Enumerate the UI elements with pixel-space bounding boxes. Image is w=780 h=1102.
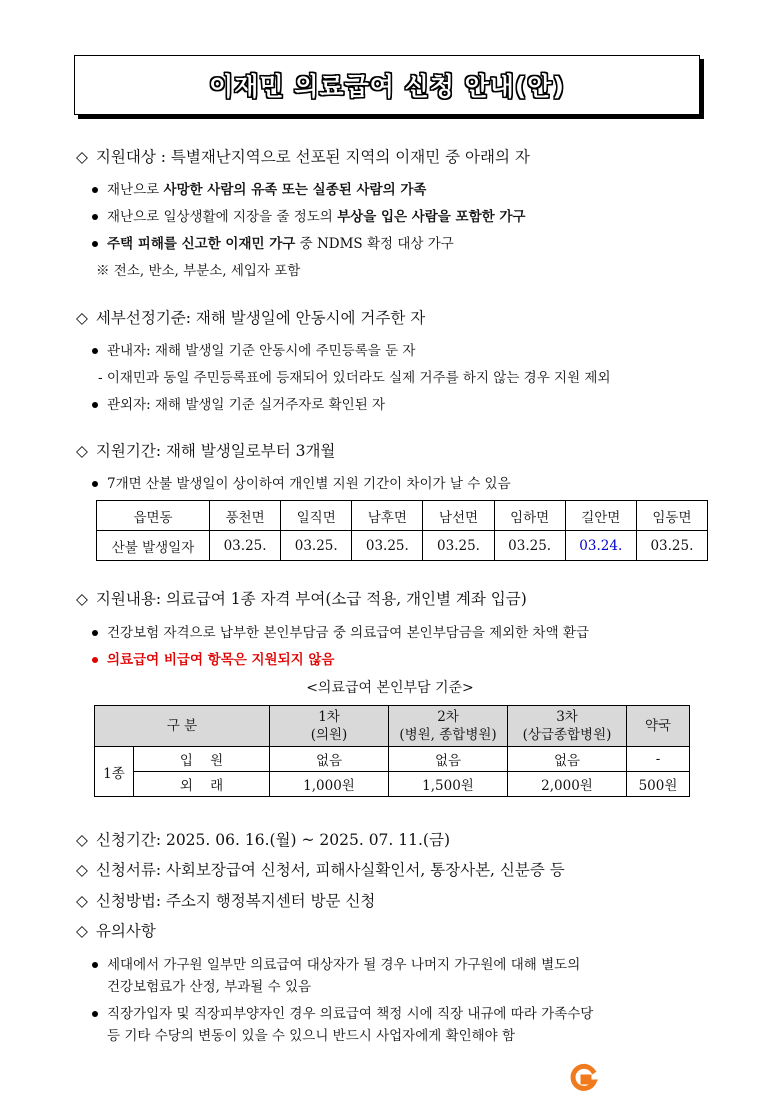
table-header-row	[95, 706, 690, 747]
section-method: ◇ 신청방법: 주소지 행정복지센터 방문 신청	[76, 892, 376, 910]
diamond-icon: ◇	[76, 892, 88, 910]
section-notes-heading: ◇ 유의사항	[76, 922, 156, 940]
table-cell: 2,000원	[508, 772, 627, 797]
table-cell: 1,000원	[270, 772, 389, 797]
table-cell: 03.25.	[423, 531, 494, 561]
table-header-cell: 남후면	[352, 501, 423, 531]
diamond-icon: ◇	[76, 309, 88, 327]
table-header-cell: 1차 (의원)	[270, 706, 389, 747]
criteria-sub-1: - 이재민과 동일 주민등록표에 등재되어 있더라도 실제 거주를 하지 않는 경우 지원 제외	[98, 370, 611, 386]
criteria-item-1: 관내자: 재해 발생일 기준 안동시에 주민등록을 둔 자	[92, 339, 415, 359]
diamond-icon: ◇	[76, 831, 88, 849]
eligibility-item-1: 재난으로 사망한 사람의 유족 또는 실종된 사람의 가족	[92, 178, 426, 198]
diamond-icon: ◇	[76, 861, 88, 879]
bullet-icon	[92, 657, 98, 663]
table-cell: 없음	[389, 747, 508, 772]
table-header-cell: 일직면	[281, 501, 352, 531]
period-item: 7개면 산불 발생일이 상이하여 개인별 지원 기간이 차이가 날 수 있음	[92, 472, 511, 492]
section-apply-period: ◇ 신청기간: 2025. 06. 16.(월) ~ 2025. 07. 11.(금)	[76, 831, 450, 849]
table-cell: 03.25.	[352, 531, 423, 561]
bullet-icon	[92, 481, 98, 487]
content-item-2-warning: 의료급여 비급여 항목은 지원되지 않음	[92, 648, 334, 668]
table-caption: <의료급여 본인부담 기준>	[306, 680, 474, 696]
table-header-cell: 임하면	[494, 501, 565, 531]
diamond-icon: ◇	[76, 922, 88, 940]
table-cell: 없음	[508, 747, 627, 772]
bullet-icon	[92, 241, 98, 247]
table-cell: 1,500원	[389, 772, 508, 797]
table-cell: 500원	[627, 772, 690, 797]
eligibility-note: ※ 전소, 반소, 부분소, 세입자 포함	[96, 263, 301, 279]
eligibility-item-3: 주택 피해를 신고한 이재민 가구 중 NDMS 확정 대상 가구	[92, 232, 454, 252]
eligibility-item-2: 재난으로 일상생활에 지장을 줄 정도의 부상을 입은 사람을 포함한 가구	[92, 205, 525, 225]
table-cell: 03.25.	[494, 531, 565, 561]
table-cell: 없음	[270, 747, 389, 772]
notes-item-2: 직장가입자 및 직장피부양자인 경우 의료급여 책정 시에 직장 내규에 따라 가족수당	[92, 1002, 593, 1022]
table-cell: 03.25.	[636, 531, 707, 561]
table-header-cell: 남선면	[423, 501, 494, 531]
copay-table	[94, 705, 690, 797]
table-cell: -	[627, 747, 690, 772]
criteria-item-2: 관외자: 재해 발생일 기준 실거주자로 확인된 자	[92, 393, 385, 413]
section-documents: ◇ 신청서류: 사회보장급여 신청서, 피해사실확인서, 통장사본, 신분증 등	[76, 861, 565, 879]
table-row	[95, 747, 690, 772]
diamond-icon: ◇	[76, 442, 88, 460]
table-header-cell: 길안면	[565, 501, 636, 531]
table-header-cell: 읍면동	[97, 501, 210, 531]
g-logo-icon	[568, 1063, 598, 1093]
notes-item-1: 세대에서 가구원 일부만 의료급여 대상자가 될 경우 나머지 가구원에 대해 별도의	[92, 953, 580, 973]
bullet-icon	[92, 962, 98, 968]
table-cell: 입 원	[134, 747, 270, 772]
content-item-1: 건강보험 자격으로 납부한 본인부담금 중 의료급여 본인부담금을 제외한 차액 환급	[92, 621, 589, 641]
section-eligibility-heading: ◇ 지원대상 : 특별재난지역으로 선포된 지역의 이재민 중 아래의 자	[76, 148, 530, 166]
table-header-cell: 2차 (병원, 종합병원)	[389, 706, 508, 747]
fire-date-table	[96, 500, 708, 561]
table-cell: 03.25.	[210, 531, 281, 561]
bullet-icon	[92, 1011, 98, 1017]
page-title: 이재민 의료급여 신청 안내(안)	[209, 72, 565, 101]
bullet-icon	[92, 402, 98, 408]
bullet-icon	[92, 187, 98, 193]
table-cell: 03.25.	[281, 531, 352, 561]
table-cell: 외 래	[134, 772, 270, 797]
bullet-icon	[92, 214, 98, 220]
table-row	[97, 531, 708, 561]
bullet-icon	[92, 630, 98, 636]
diamond-icon: ◇	[76, 590, 88, 608]
table-cell: 산불 발생일자	[97, 531, 210, 561]
table-header-cell: 약국	[627, 706, 690, 747]
section-criteria-heading: ◇ 세부선정기준: 재해 발생일에 안동시에 거주한 자	[76, 309, 426, 327]
table-header-cell: 구 분	[95, 706, 270, 747]
table-cell-highlight: 03.24.	[565, 531, 636, 561]
table-header-cell: 임동면	[636, 501, 707, 531]
title-box	[74, 55, 700, 115]
section-period-heading: ◇ 지원기간: 재해 발생일로부터 3개월	[76, 442, 336, 460]
diamond-icon: ◇	[76, 148, 88, 166]
bullet-icon	[92, 348, 98, 354]
table-cell: 1종	[95, 747, 134, 797]
notes-item-1-cont: 건강보험료가 산정, 부과될 수 있음	[107, 979, 312, 995]
notes-item-2-cont: 등 기타 수당의 변동이 있을 수 있으니 반드시 사업자에게 확인해야 함	[107, 1028, 516, 1044]
table-header-cell: 3차 (상급종합병원)	[508, 706, 627, 747]
section-content-heading: ◇ 지원내용: 의료급여 1종 자격 부여(소급 적용, 개인별 계좌 입금)	[76, 590, 527, 608]
table-row	[97, 501, 708, 531]
table-row	[95, 772, 690, 797]
table-header-cell: 풍천면	[210, 501, 281, 531]
